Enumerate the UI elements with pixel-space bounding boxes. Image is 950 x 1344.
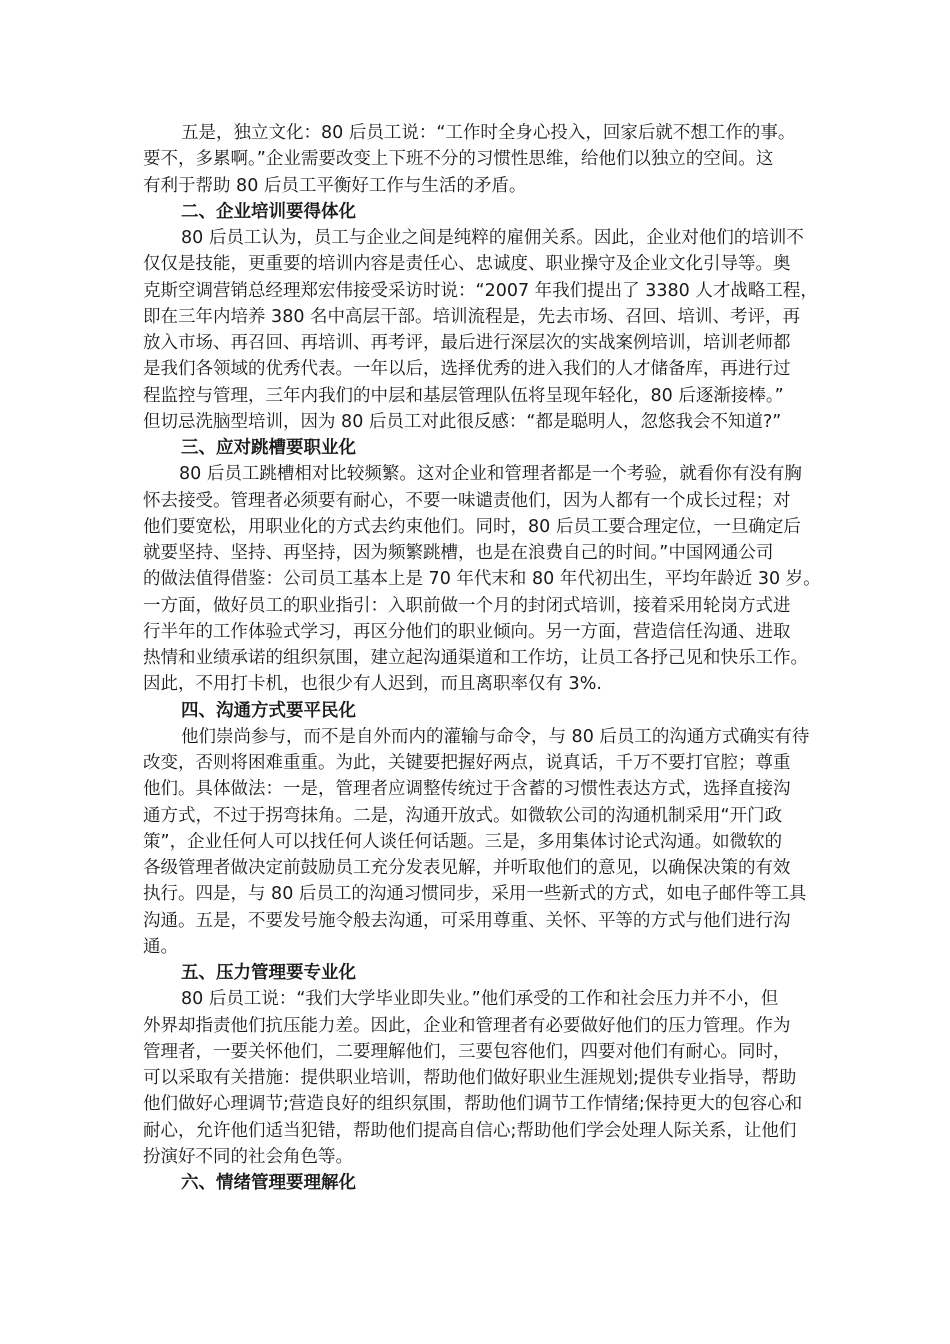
- paragraph-line: 就要坚持、坚持、再坚持，因为频繁跳槽，也是在浪费自己的时间。”中国网通公司: [143, 543, 774, 563]
- paragraph-line: 即在三年内培养 380 名中高层干部。培训流程是，先去市场、召回、培训、考评，再: [143, 306, 801, 327]
- paragraph-line: 一方面，做好员工的职业指引：入职前做一个月的封闭式培训，接着采用轮岗方式进: [143, 595, 791, 616]
- paragraph-line: 各级管理者做决定前鼓励员工充分发表见解，并听取他们的意见，以确保决策的有效: [143, 858, 791, 878]
- paragraph-line: 他们崇尚参与，而不是自外而内的灌输与命令，与 80 后员工的沟通方式确实有待: [181, 726, 810, 747]
- paragraph-line: 程监控与管理，三年内我们的中层和基层管理队伍将呈现年轻化，80 后逐渐接棒。”: [143, 385, 784, 406]
- paragraph-line: 可以采取有关措施：提供职业培训，帮助他们做好职业生涯规划;提供专业指导，帮助: [143, 1068, 797, 1088]
- paragraph-line: 通方式，不过于拐弯抹角。二是，沟通开放式。如微软公司的沟通机制采用“开门政: [143, 805, 783, 826]
- paragraph-line: 有利于帮助 80 后员工平衡好工作与生活的矛盾。: [143, 175, 527, 196]
- paragraph-line: 热情和业绩承诺的组织氛围，建立起沟通渠道和工作坊，让员工各抒己见和快乐工作。: [143, 648, 808, 668]
- paragraph-line: 执行。四是，与 80 后员工的沟通习惯同步，采用一些新式的方式，如电子邮件等工具: [143, 884, 807, 905]
- paragraph-line: 的做法值得借鉴：公司员工基本上是 70 年代末和 80 年代初出生，平均年龄近 30 岁。: [143, 569, 821, 590]
- paragraph-line: 行半年的工作体验式学习，再区分他们的职业倾向。另一方面，营造信任沟通、进取: [143, 621, 791, 642]
- section-heading: 三、应对跳槽要职业化: [181, 438, 356, 458]
- paragraph-line: 仅仅是技能，更重要的培训内容是责任心、忠诚度、职业操守及企业文化引导等。奥: [143, 254, 791, 275]
- paragraph-line: 放入市场、再召回、再培训、再考评，最后进行深层次的实战案例培训，培训老师都: [143, 333, 791, 353]
- paragraph-line: 改变，否则将困难重重。为此，关键要把握好两点，说真话，千万不要打官腔；尊重: [143, 753, 791, 773]
- paragraph-line: 他们做好心理调节;营造良好的组织氛围，帮助他们调节工作情绪;保持更大的包容心和: [143, 1094, 803, 1115]
- paragraph-line: 扮演好不同的社会角色等。: [143, 1146, 353, 1167]
- paragraph-line: 他们要宽松，用职业化的方式去约束他们。同时，80 后员工要合理定位，一旦确定后: [143, 516, 801, 537]
- paragraph-line: 他们。具体做法：一是，管理者应调整传统过于含蓄的习惯性表达方式，选择直接沟: [143, 779, 791, 800]
- paragraph-line: 是我们各领域的优秀代表。一年以后，选择优秀的进入我们的人才储备库，再进行过: [143, 359, 791, 380]
- paragraph-line: 管理者，一要关怀他们，二要理解他们，三要包容他们，四要对他们有耐心。同时，: [143, 1041, 791, 1062]
- paragraph-line: 通。: [143, 936, 178, 957]
- paragraph-line: 要不，多累啊。”企业需要改变上下班不分的习惯性思维，给他们以独立的空间。这: [143, 149, 774, 170]
- section-heading: 四、沟通方式要平民化: [181, 700, 356, 721]
- section-heading: 二、企业培训要得体化: [181, 201, 356, 222]
- section-heading: 五、压力管理要专业化: [181, 963, 356, 983]
- paragraph-line: 80 后员工跳槽相对比较频繁。这对企业和管理者都是一个考验，就看你有没有胸: [179, 464, 802, 485]
- section-heading: 六、情绪管理要理解化: [181, 1173, 356, 1193]
- paragraph-line: 外界却指责他们抗压能力差。因此，企业和管理者有必要做好他们的压力管理。作为: [143, 1015, 791, 1036]
- paragraph-line: 因此，不用打卡机，也很少有人迟到，而且离职率仅有 3%.: [143, 674, 602, 695]
- paragraph-line: 沟通。五是，不要发号施令般去沟通，可采用尊重、关怀、平等的方式与他们进行沟: [143, 910, 791, 931]
- paragraph-line: 五是，独立文化：80 后员工说：“工作时全身心投入，回家后就不想工作的事。: [181, 123, 796, 143]
- paragraph-line: 策”，企业任何人可以找任何人谈任何话题。三是，多用集体讨论式沟通。如微软的: [143, 831, 783, 852]
- paragraph-line: 耐心，允许他们适当犯错，帮助他们提高自信心;帮助他们学会处理人际关系，让他们: [143, 1120, 797, 1141]
- paragraph-line: 但切忌洗脑型培训，因为 80 后员工对此很反感：“都是聪明人，忽悠我会不知道?”: [143, 411, 782, 432]
- paragraph-line: 克斯空调营销总经理郑宏伟接受采访时说：“2007 年我们提出了 3380 人才战略工程，: [143, 280, 818, 301]
- paragraph-line: 怀去接受。管理者必须要有耐心，不要一味谴责他们，因为人都有一个成长过程；对: [143, 490, 791, 511]
- paragraph-line: 80 后员工认为，员工与企业之间是纯粹的雇佣关系。因此，企业对他们的培训不: [181, 228, 804, 248]
- paragraph-line: 80 后员工说：“我们大学毕业即失业。”他们承受的工作和社会压力并不小，但: [181, 989, 779, 1010]
